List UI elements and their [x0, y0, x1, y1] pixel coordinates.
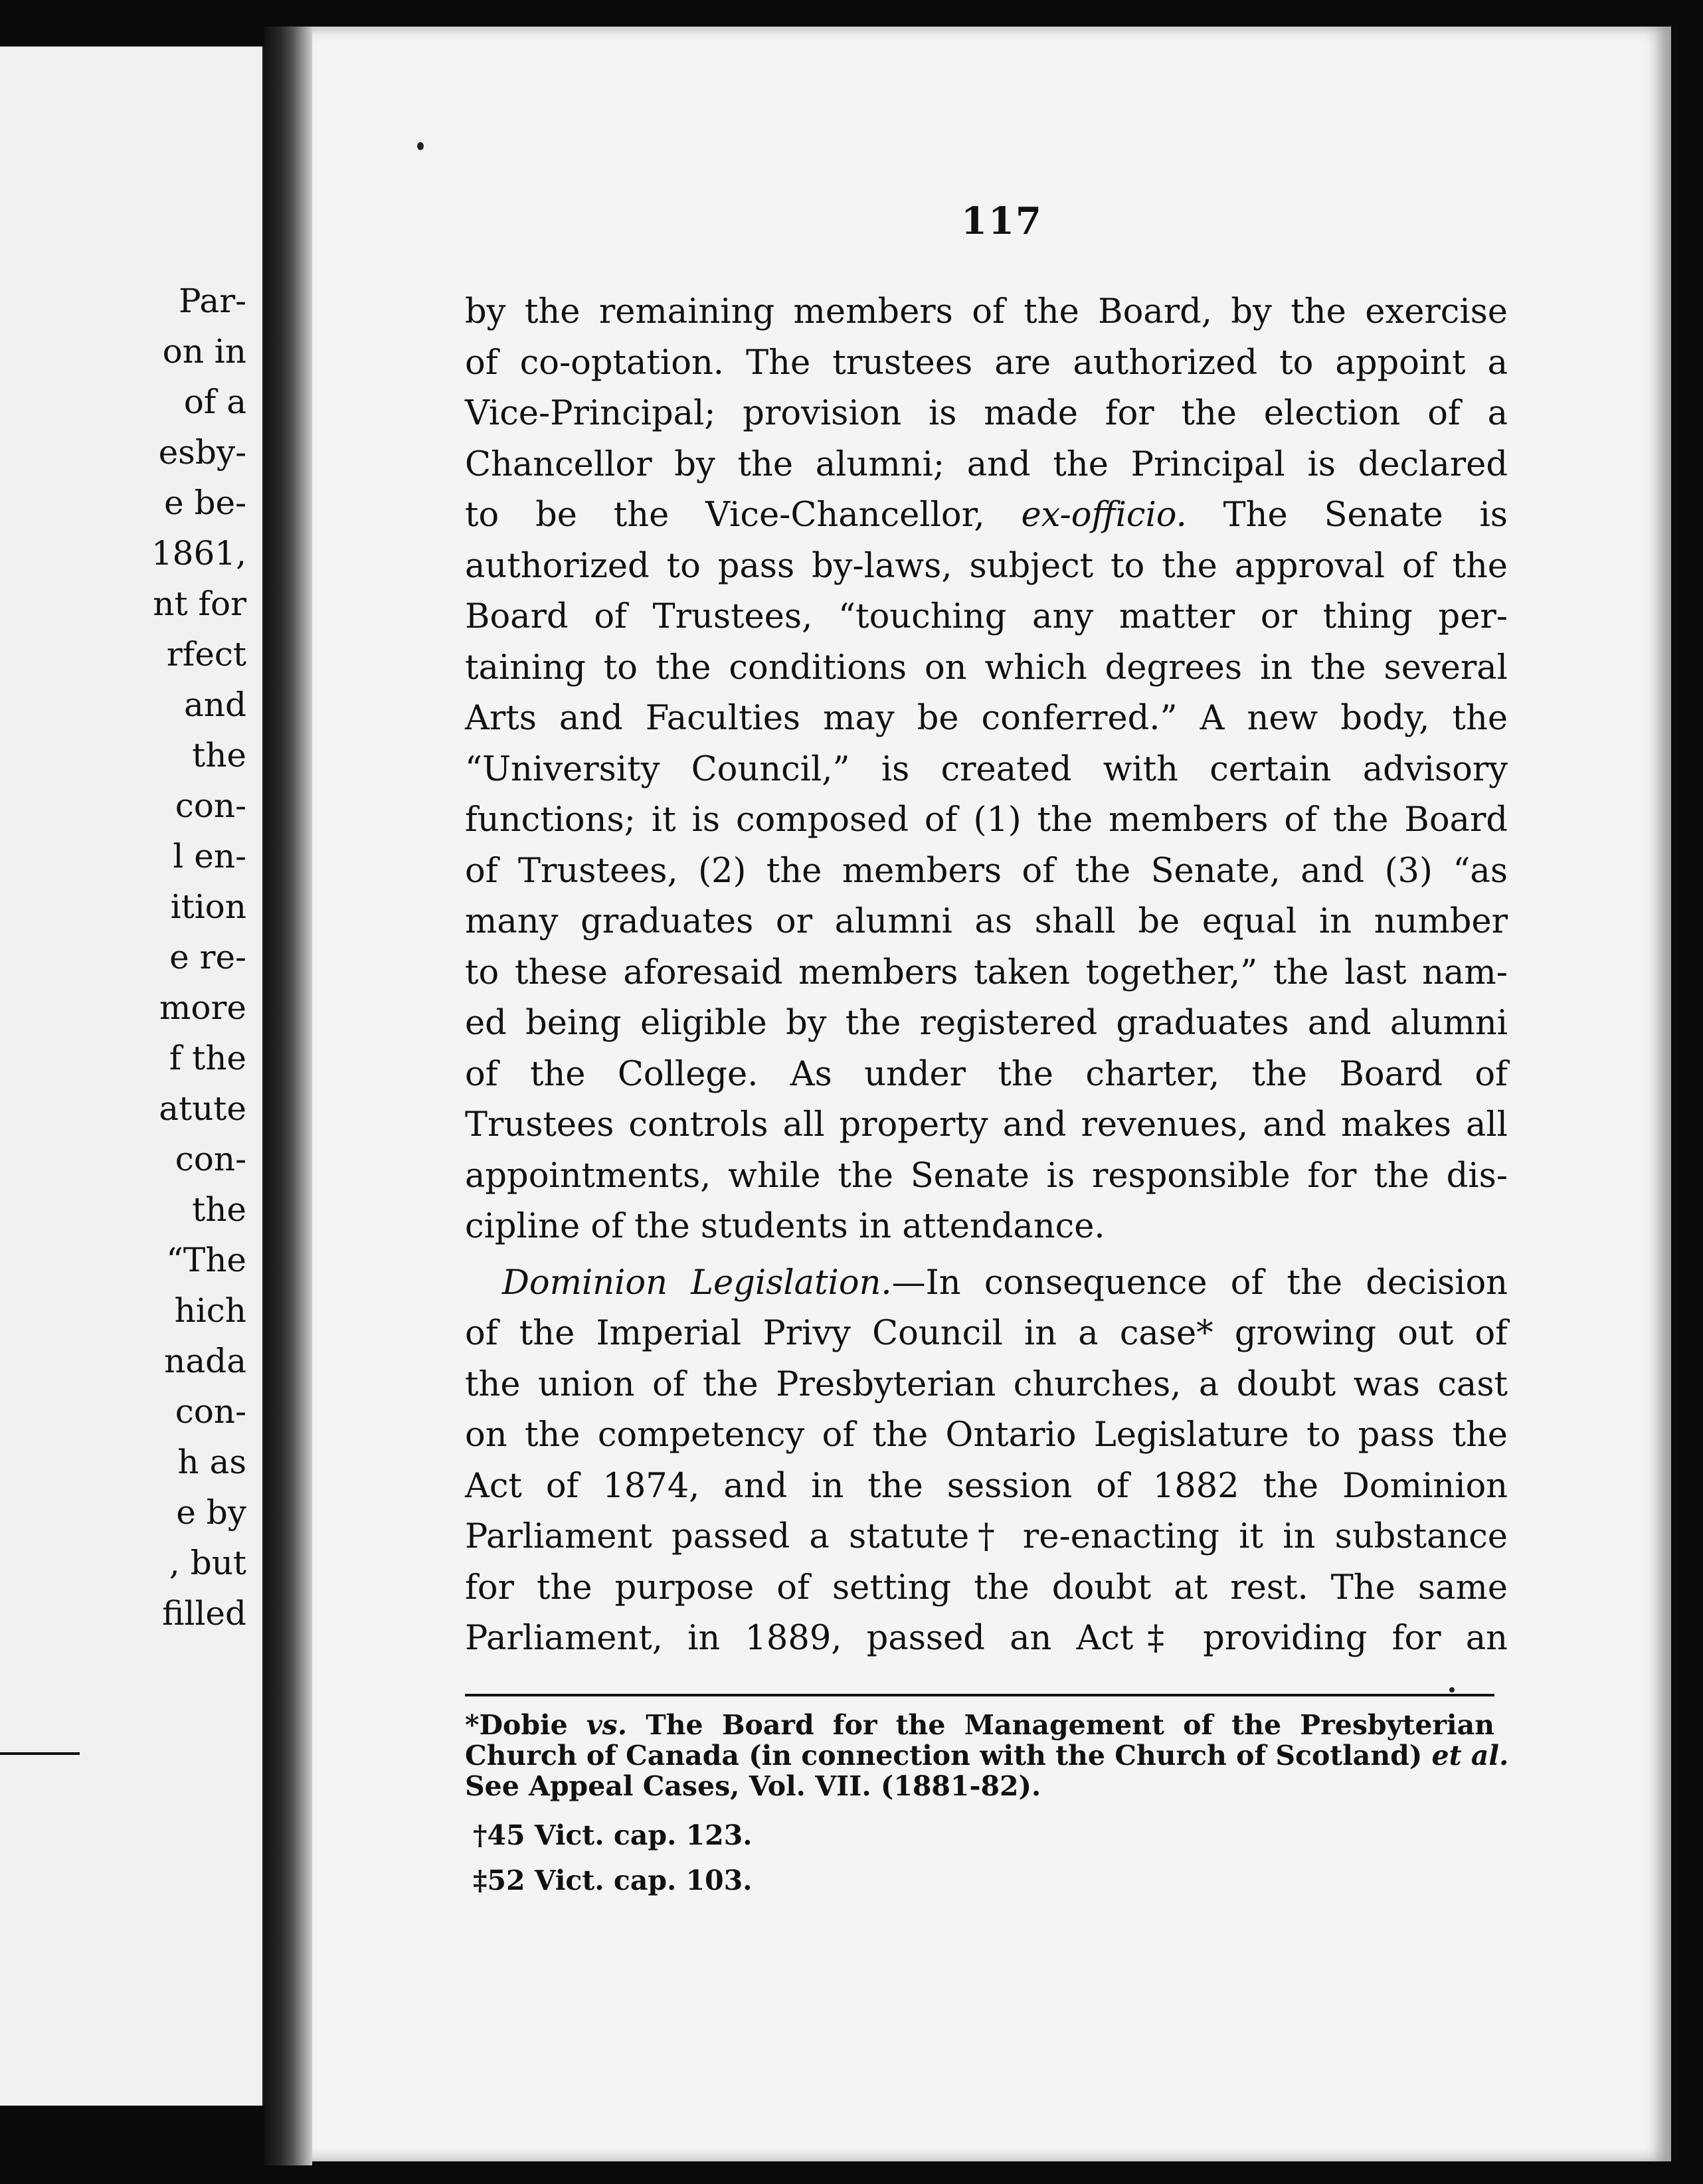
left-page-fragment: the — [192, 736, 246, 774]
body-line: taining to the conditions on which degrees in the several — [465, 648, 1508, 687]
body-line: to these aforesaid members taken together,” the last nam- — [465, 953, 1508, 992]
left-page-fragment: atute — [159, 1089, 246, 1128]
body-line: many graduates or alumni as shall be equal in number — [465, 902, 1508, 941]
body-line: Parliament, in 1889, passed an Act‡ providing for an — [465, 1619, 1508, 1658]
print-speck — [1449, 1687, 1455, 1692]
body-line: Vice-Principal; provision is made for the election of a — [465, 394, 1508, 433]
footnote-text: Church of Canada (in connection with the Church of Scotland) — [465, 1740, 1432, 1772]
left-page-fragment: h as — [177, 1443, 246, 1481]
body-line: of the College. As under the charter, the Board of — [465, 1054, 1508, 1094]
left-page-fragment: filled — [162, 1594, 246, 1633]
body-line: Board of Trustees, “touching any matter or thing per- — [465, 597, 1508, 636]
body-line: for the purpose of setting the doubt at rest. The same — [465, 1568, 1508, 1607]
footnote-italic: vs. — [586, 1709, 628, 1741]
left-page-fragment: , but — [169, 1544, 246, 1582]
body-line: on the competency of the Ontario Legislature to pass the — [465, 1415, 1508, 1455]
body-text-span: to be the Vice-Chancellor, — [465, 496, 1022, 535]
left-page-fragment: con- — [175, 1392, 246, 1431]
body-line: appointments, while the Senate is responsible for the dis- — [465, 1156, 1508, 1196]
left-page-fragment: e re- — [169, 938, 246, 976]
left-page-fragment: the — [192, 1190, 246, 1229]
left-page-fragment: con- — [175, 786, 246, 825]
book-gutter — [264, 27, 312, 2165]
left-page-fragment: con- — [175, 1140, 246, 1178]
body-line: Act of 1874, and in the session of 1882 the Dominion — [465, 1466, 1508, 1506]
left-page-fragment: and — [183, 685, 246, 724]
left-page-fragment: nada — [164, 1342, 246, 1380]
left-page-fragment: e by — [176, 1493, 246, 1532]
footnote-italic: et al. — [1431, 1740, 1509, 1772]
body-line: Chancellor by the alumni; and the Principal is declared — [465, 444, 1508, 484]
previous-page-edge — [0, 46, 266, 2106]
body-line: by the remaining members of the Board, by the exercise — [465, 292, 1508, 331]
body-line: ed being eligible by the registered graduates and alumni — [465, 1004, 1508, 1043]
footnote-text: The Board for the Management of the Presbyterian — [627, 1709, 1494, 1741]
left-page-fragment: on in — [162, 332, 246, 371]
body-line: of Trustees, (2) the members of the Senate, and (3) “as — [465, 851, 1508, 891]
body-line: Parliament passed a statute† re-enacting it in substance — [465, 1517, 1508, 1556]
print-speck — [417, 142, 424, 150]
footnote-1-line-3: See Appeal Cases, Vol. VII. (1881-82). — [465, 1770, 1041, 1802]
body-line: the union of the Presbyterian churches, a doubt was cast — [465, 1364, 1508, 1404]
body-line: authorized to pass by-laws, subject to the approval of the — [465, 546, 1508, 586]
body-line: Trustees controls all property and revenues, and makes all — [465, 1105, 1508, 1144]
body-text-span: —In consequence of the decision — [891, 1263, 1508, 1303]
footnote-rule-left — [0, 1752, 80, 1755]
body-line: of co-optation. The trustees are authorized to appoint a — [465, 343, 1508, 383]
left-page-fragment: more — [159, 988, 246, 1027]
left-page-fragment: ition — [170, 887, 246, 926]
body-line: of the Imperial Privy Council in a case* growing out of — [465, 1314, 1508, 1353]
left-page-fragment: rfect — [166, 635, 246, 674]
page-number: 117 — [961, 199, 1043, 243]
left-page-fragment: l en- — [173, 837, 246, 875]
left-page-fragment: 1861, — [151, 534, 246, 573]
footnote-1-line-1 — [465, 1710, 1494, 1740]
footnote-1-line-2 — [465, 1740, 1509, 1772]
left-page-fragment: “The — [166, 1241, 246, 1279]
footnote-text: *Dobie — [465, 1709, 586, 1741]
body-line — [465, 496, 1508, 535]
left-page-fragment: f the — [169, 1039, 246, 1077]
left-page-fragment: nt for — [153, 585, 246, 623]
left-page-fragment: of a — [183, 383, 246, 421]
footnote-rule — [465, 1694, 1494, 1696]
body-line — [502, 1263, 1508, 1303]
body-text-span: The Senate is — [1186, 496, 1508, 535]
italic-term: ex-officio. — [1021, 496, 1187, 535]
footnote-2: †45 Vict. cap. 123. — [473, 1819, 753, 1851]
left-page-fragment: Par- — [178, 282, 246, 320]
footnote-3: ‡52 Vict. cap. 103. — [473, 1865, 753, 1896]
left-page-fragment: e be- — [164, 484, 246, 522]
italic-term: Dominion Legislation. — [502, 1263, 892, 1303]
body-line: functions; it is composed of (1) the members of the Board — [465, 800, 1508, 840]
body-line: cipline of the students in attendance. — [465, 1207, 1105, 1246]
left-page-fragment: esby- — [158, 433, 246, 472]
body-line: “University Council,” is created with certain advisory — [465, 749, 1508, 789]
left-page-fragment: hich — [174, 1291, 246, 1330]
body-line: Arts and Faculties may be conferred.” A new body, the — [465, 699, 1508, 738]
